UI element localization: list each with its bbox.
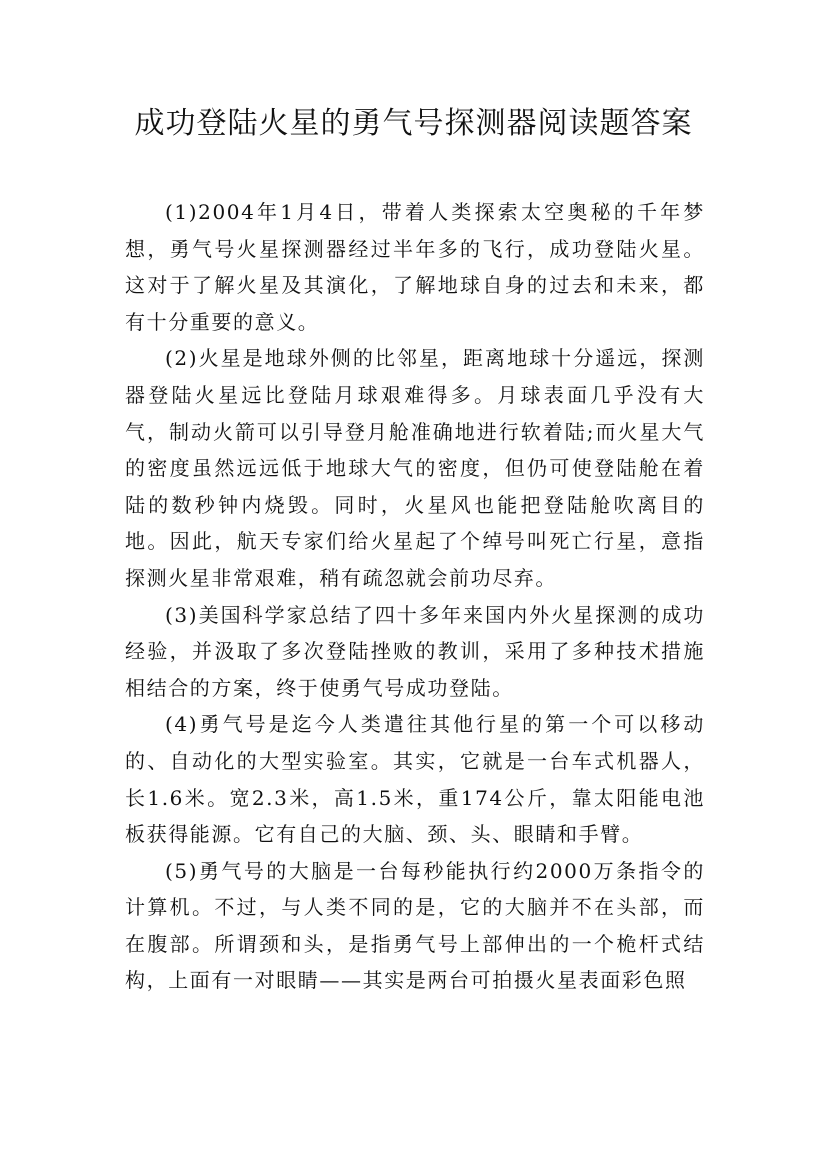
paragraph-4: (4)勇气号是迄今人类遣往其他行星的第一个可以移动的、自动化的大型实验室。其实，它就是一台车式机器人，长1.6米。宽2.3米，高1.5米，重174公斤，靠太阳能电池板获得能源。它有自己的大脑、颈、头、眼睛和手臂。 bbox=[125, 712, 705, 847]
paragraph-2: (2)火星是地球外侧的比邻星，距离地球十分遥远，探测器登陆火星远比登陆月球艰难得多。月球表面几乎没有大气，制动火箭可以引导登月舱准确地进行软着陆;而火星大气的密度虽然远远低于地球大气的密度，但仍可使登陆舱在着陆的数秒钟内烧毁。同时，火星风也能把登陆舱吹离目的地。因此，航天专家们给火星起了个绰号叫死亡行星，意指探测火星非常艰难，稍有疏忽就会前功尽弃。 bbox=[125, 346, 705, 590]
paragraph-3: (3)美国科学家总结了四十多年来国内外火星探测的成功经验，并汲取了多次登陆挫败的教训，采用了多种技术措施相结合的方案，终于使勇气号成功登陆。 bbox=[125, 602, 705, 700]
document-body bbox=[125, 194, 705, 999]
paragraph-5: (5)勇气号的大脑是一台每秒能执行约2000万条指令的计算机。不过，与人类不同的是，它的大脑并不在头部，而在腹部。所谓颈和头，是指勇气号上部伸出的一个桅杆式结构，上面有一对眼睛——其实是两台可拍摄火星表面彩色照 bbox=[125, 858, 705, 993]
paragraph-1: (1)2004年1月4日，带着人类探索太空奥秘的千年梦想，勇气号火星探测器经过半年多的飞行，成功登陆火星。这对于了解火星及其演化，了解地球自身的过去和未来，都有十分重要的意义。 bbox=[125, 200, 705, 334]
document-title: 成功登陆火星的勇气号探测器阅读题答案 bbox=[134, 106, 693, 141]
